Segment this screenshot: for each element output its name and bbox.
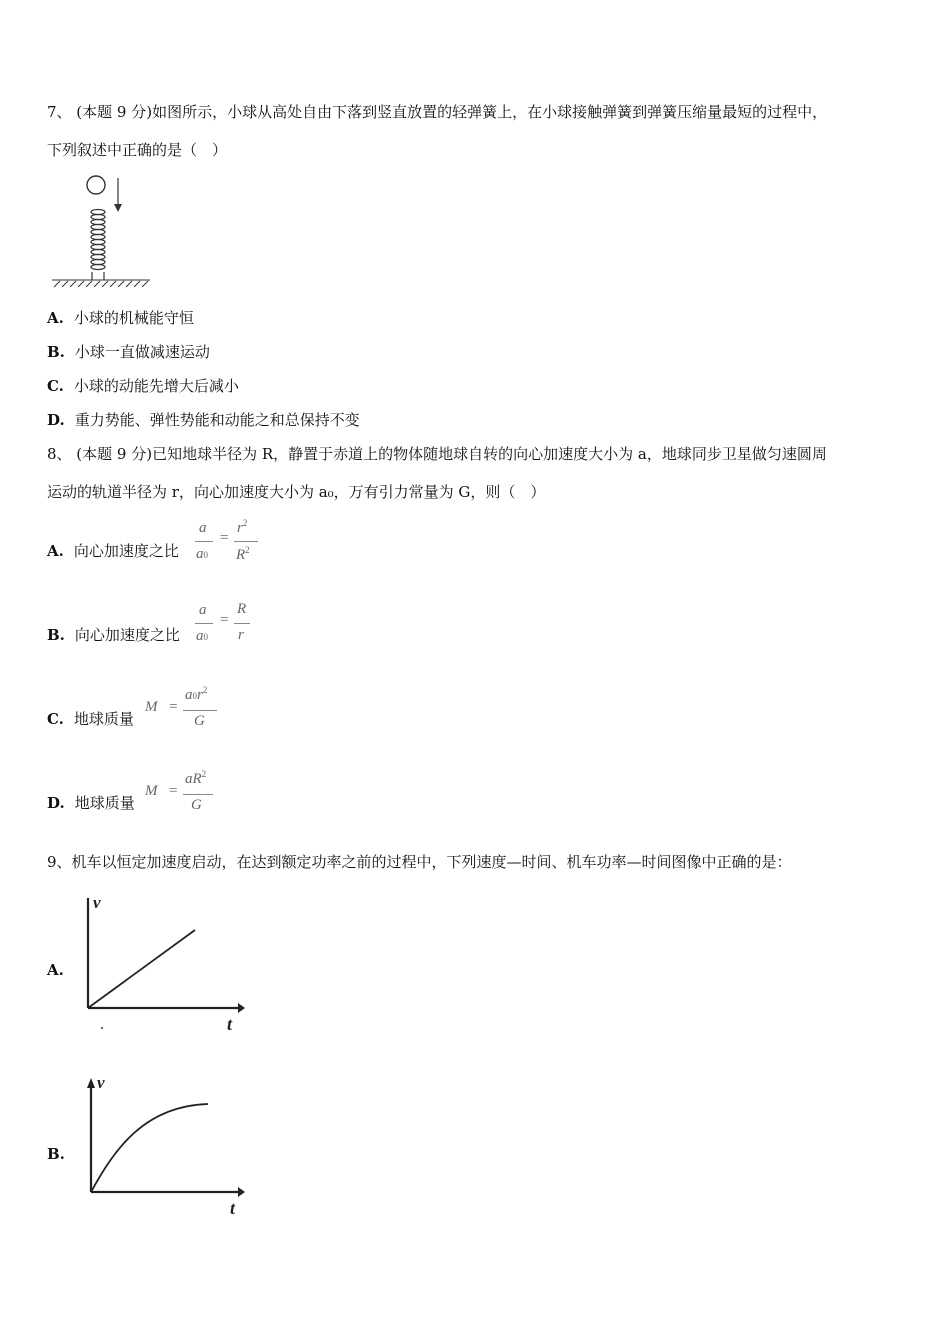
graph-b-v-label: v — [97, 1073, 105, 1092]
q8-option-c[interactable]: C. 地球质量 — [47, 710, 134, 728]
q7-option-d[interactable]: D. 重力势能、弹性势能和动能之和总保持不变 — [47, 411, 360, 429]
q9-option-b[interactable]: B. — [47, 1145, 65, 1163]
formula-d: M = $aR^2$ G — [145, 769, 225, 819]
ball — [87, 176, 105, 194]
formula-a: a a0 = $r^2$ $R^2$ — [193, 518, 263, 568]
graph-a-t-label: t — [227, 1014, 233, 1034]
q9-option-a[interactable]: A. — [47, 961, 64, 979]
q7-option-b[interactable]: B. 小球一直做减速运动 — [47, 343, 210, 361]
graph-b-t-label: t — [230, 1198, 236, 1218]
q8-option-a[interactable]: A. 向心加速度之比 — [47, 542, 179, 560]
q9-stem: 9、机车以恒定加速度启动，在达到额定功率之前的过程中，下列速度—时间、机车功率—时间图像中正确的是： — [47, 853, 792, 871]
spring — [91, 210, 105, 281]
q7-stem-line1: 7、 (本题 9 分)如图所示，小球从高处自由下落到竖直放置的轻弹簧上，在小球接触弹簧到弹簧压缩量最短的过程中， — [47, 103, 828, 121]
q7-option-a[interactable]: A. 小球的机械能守恒 — [47, 309, 194, 327]
q7-option-c[interactable]: C. 小球的动能先增大后减小 — [47, 377, 239, 395]
q8-stem-line1: 8、 (本题 9 分)已知地球半径为 R，静置于赤道上的物体随地球自转的向心加速度大小为 a，地球同步卫星做匀速圆周 — [47, 445, 827, 463]
q8-option-b[interactable]: B. 向心加速度之比 — [47, 626, 180, 644]
spring-ball-figure — [50, 172, 160, 292]
graph-a-line — [88, 930, 195, 1008]
q7-stem-line2: 下列叙述中正确的是（ ） — [47, 141, 228, 159]
graph-b-curved-v-t — [75, 1070, 255, 1220]
graph-b-curve — [91, 1104, 208, 1192]
q8-option-d[interactable]: D. 地球质量 — [47, 794, 135, 812]
graph-a-linear-v-t — [75, 888, 255, 1038]
formula-b: a a0 = R r — [193, 600, 253, 650]
ground — [52, 280, 150, 287]
formula-c: M = $a0r^2$ G — [145, 685, 225, 735]
q8-stem-line2: 运动的轨道半径为 r，向心加速度大小为 a₀，万有引力常量为 G，则（ ） — [47, 483, 546, 501]
graph-a-v-label: v — [93, 893, 101, 912]
